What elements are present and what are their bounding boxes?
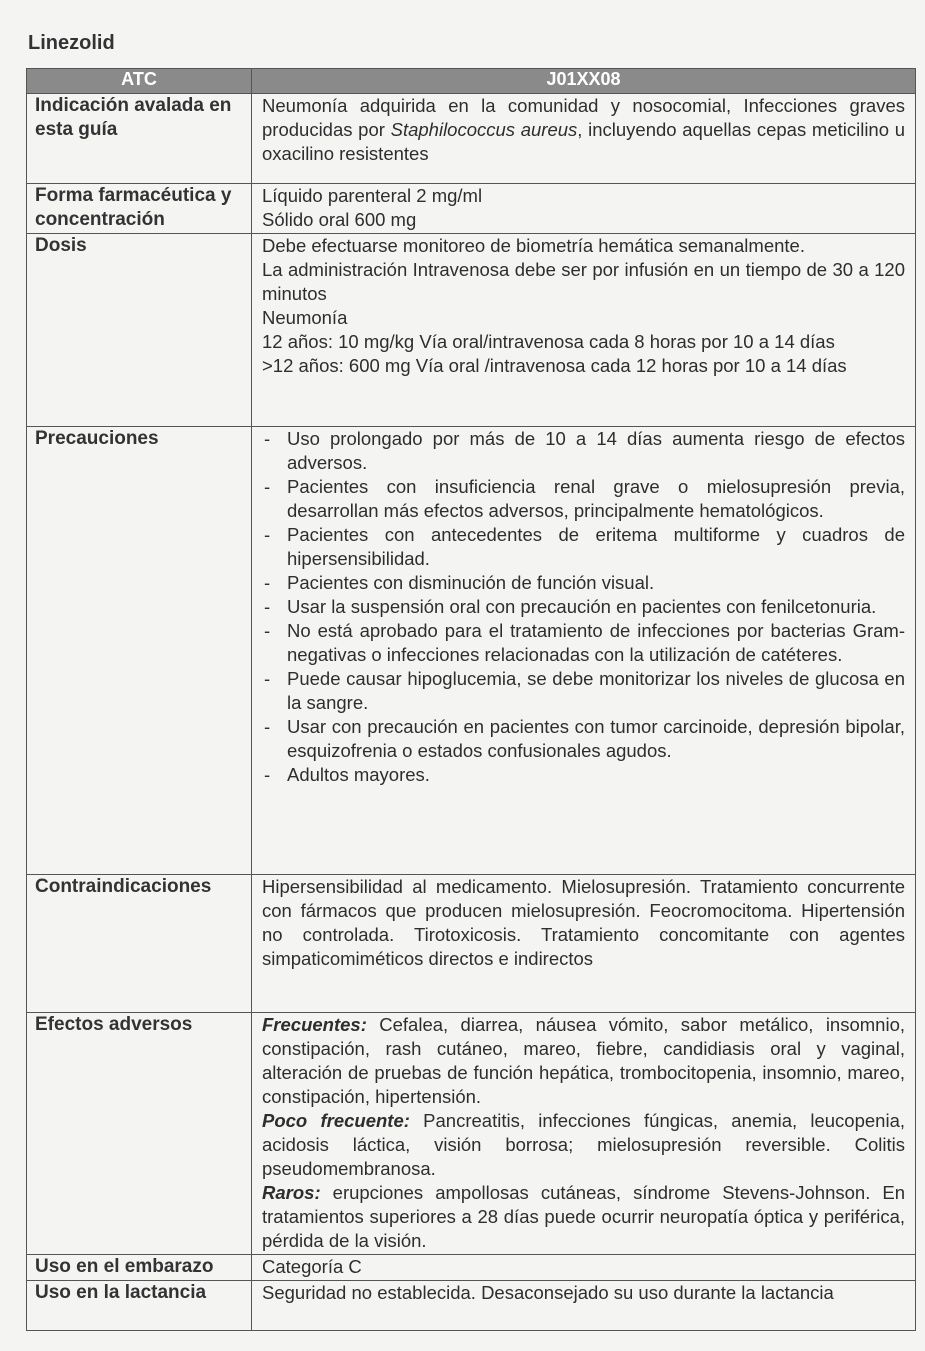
indicacion-text-before: Neumonía adquirida en la comunidad y nosocomial, Infecciones graves producidas por: [262, 95, 905, 140]
drug-title: Linezolid: [28, 32, 115, 54]
label-precauciones: Precauciones: [27, 427, 252, 875]
label-lactancia: Uso en la lactancia: [27, 1281, 252, 1331]
row-indicacion: [27, 94, 916, 184]
raros-text: erupciones ampollosas cutáneas, síndrome Stevens-Johnson. En tratamientos superiores a 28 días puede ocurrir neuropatía óptica y periférica, pérdida de la visión.: [262, 1182, 905, 1251]
row-lactancia: [27, 1281, 916, 1331]
label-indicacion: Indicación avalada en esta guía: [27, 94, 252, 184]
label-forma: Forma farmacéutica y concentración: [27, 184, 252, 234]
dosis-line: La administración Intravenosa debe ser por infusión en un tiempo de 30 a 120 minutos: [262, 259, 905, 304]
row-forma: [27, 184, 916, 234]
efectos-raros: [262, 1181, 905, 1253]
row-efectos: [27, 1013, 916, 1255]
header-row: [27, 69, 916, 94]
dosis-line: Neumonía: [262, 307, 348, 328]
row-dosis: [27, 234, 916, 427]
dosis-line: 12 años: 10 mg/kg Vía oral/intravenosa cada 8 horas por 10 a 14 días: [262, 331, 835, 352]
dosis-line: >12 años: 600 mg Vía oral /intravenosa cada 12 horas por 10 a 14 días: [262, 355, 847, 376]
label-efectos: Efectos adversos: [27, 1013, 252, 1255]
indicacion-text-after: , incluyendo aquellas cepas meticilino u oxacilino resistentes: [262, 119, 905, 164]
forma-line: Sólido oral 600 mg: [262, 209, 417, 230]
raros-label: Raros:: [262, 1182, 321, 1203]
monograph-table: [26, 68, 916, 1331]
frecuentes-text: Cefalea, diarrea, náusea vómito, sabor metálico, insomnio, constipación, rash cutáneo, mareo, fiebre, candidiasis oral y vaginal, alteración de pruebas de función hepática, trombocitopenia, insomnio, mareo, constipación, hipertensión.: [262, 1014, 905, 1107]
precaucion-item: - Puede causar hipoglucemia, se debe monitorizar los niveles de glucosa en la sangre.: [262, 667, 905, 715]
value-dosis: [252, 234, 916, 427]
label-embarazo: Uso en el embarazo: [27, 1255, 252, 1281]
precaucion-item: - Usar con precaución en pacientes con tumor carcinoide, depresión bipolar, esquizofrenia o estados confusionales agudos.: [262, 715, 905, 763]
precaucion-item: - Pacientes con antecedentes de eritema multiforme y cuadros de hipersensibilidad.: [262, 523, 905, 571]
value-forma: [252, 184, 916, 234]
precaucion-item: - Uso prolongado por más de 10 a 14 días aumenta riesgo de efectos adversos.: [262, 427, 905, 475]
precaucion-item: - Usar la suspensión oral con precaución en pacientes con fenilcetonuria.: [262, 595, 905, 619]
frecuentes-label: Frecuentes:: [262, 1014, 367, 1035]
forma-line: Líquido parenteral 2 mg/ml: [262, 185, 483, 206]
value-lactancia: Seguridad no establecida. Desaconsejado su uso durante la lactancia: [252, 1281, 916, 1331]
precaucion-item: - No está aprobado para el tratamiento de infecciones por bacterias Gram-negativas o infecciones relacionadas con la utilización de catéteres.: [262, 619, 905, 667]
row-precauciones: [27, 427, 916, 875]
poco-frecuente-label: Poco frecuente:: [262, 1110, 410, 1131]
value-indicacion: [252, 94, 916, 184]
value-contraindicaciones: Hipersensibilidad al medicamento. Mielosupresión. Tratamiento concurrente con fármacos que producen mielosupresión. Feocromocitoma. Hipertensión no controlada. Tirotoxicosis. Tratamiento concomitante con agentes simpaticomiméticos directos e indirectos: [252, 875, 916, 1013]
poco-frecuente-text: Pancreatitis, infecciones fúngicas, anemia, leucopenia, acidosis láctica, visión borrosa; mielosupresión reversible. Colitis pseudomembranosa.: [262, 1110, 906, 1179]
row-embarazo: [27, 1255, 916, 1281]
value-embarazo: Categoría C: [252, 1255, 916, 1281]
precaucion-item: - Adultos mayores.: [262, 763, 905, 787]
dosis-line: Debe efectuarse monitoreo de biometría hemática semanalmente.: [262, 235, 805, 256]
indicacion-species: Staphilococcus aureus: [390, 119, 578, 140]
precauciones-list: [262, 427, 905, 787]
efectos-poco-frecuente: [262, 1109, 905, 1181]
value-precauciones: [252, 427, 916, 875]
header-code: J01XX08: [252, 69, 916, 94]
label-contraindicaciones: Contraindicaciones: [27, 875, 252, 1013]
header-atc: ATC: [27, 69, 252, 94]
label-dosis: Dosis: [27, 234, 252, 427]
row-contraindicaciones: [27, 875, 916, 1013]
precaucion-item: - Pacientes con disminución de función visual.: [262, 571, 905, 595]
precaucion-item: - Pacientes con insuficiencia renal grave o mielosupresión previa, desarrollan más efectos adversos, principalmente hematológicos.: [262, 475, 905, 523]
efectos-frecuentes: [262, 1013, 905, 1109]
value-efectos: [252, 1013, 916, 1255]
